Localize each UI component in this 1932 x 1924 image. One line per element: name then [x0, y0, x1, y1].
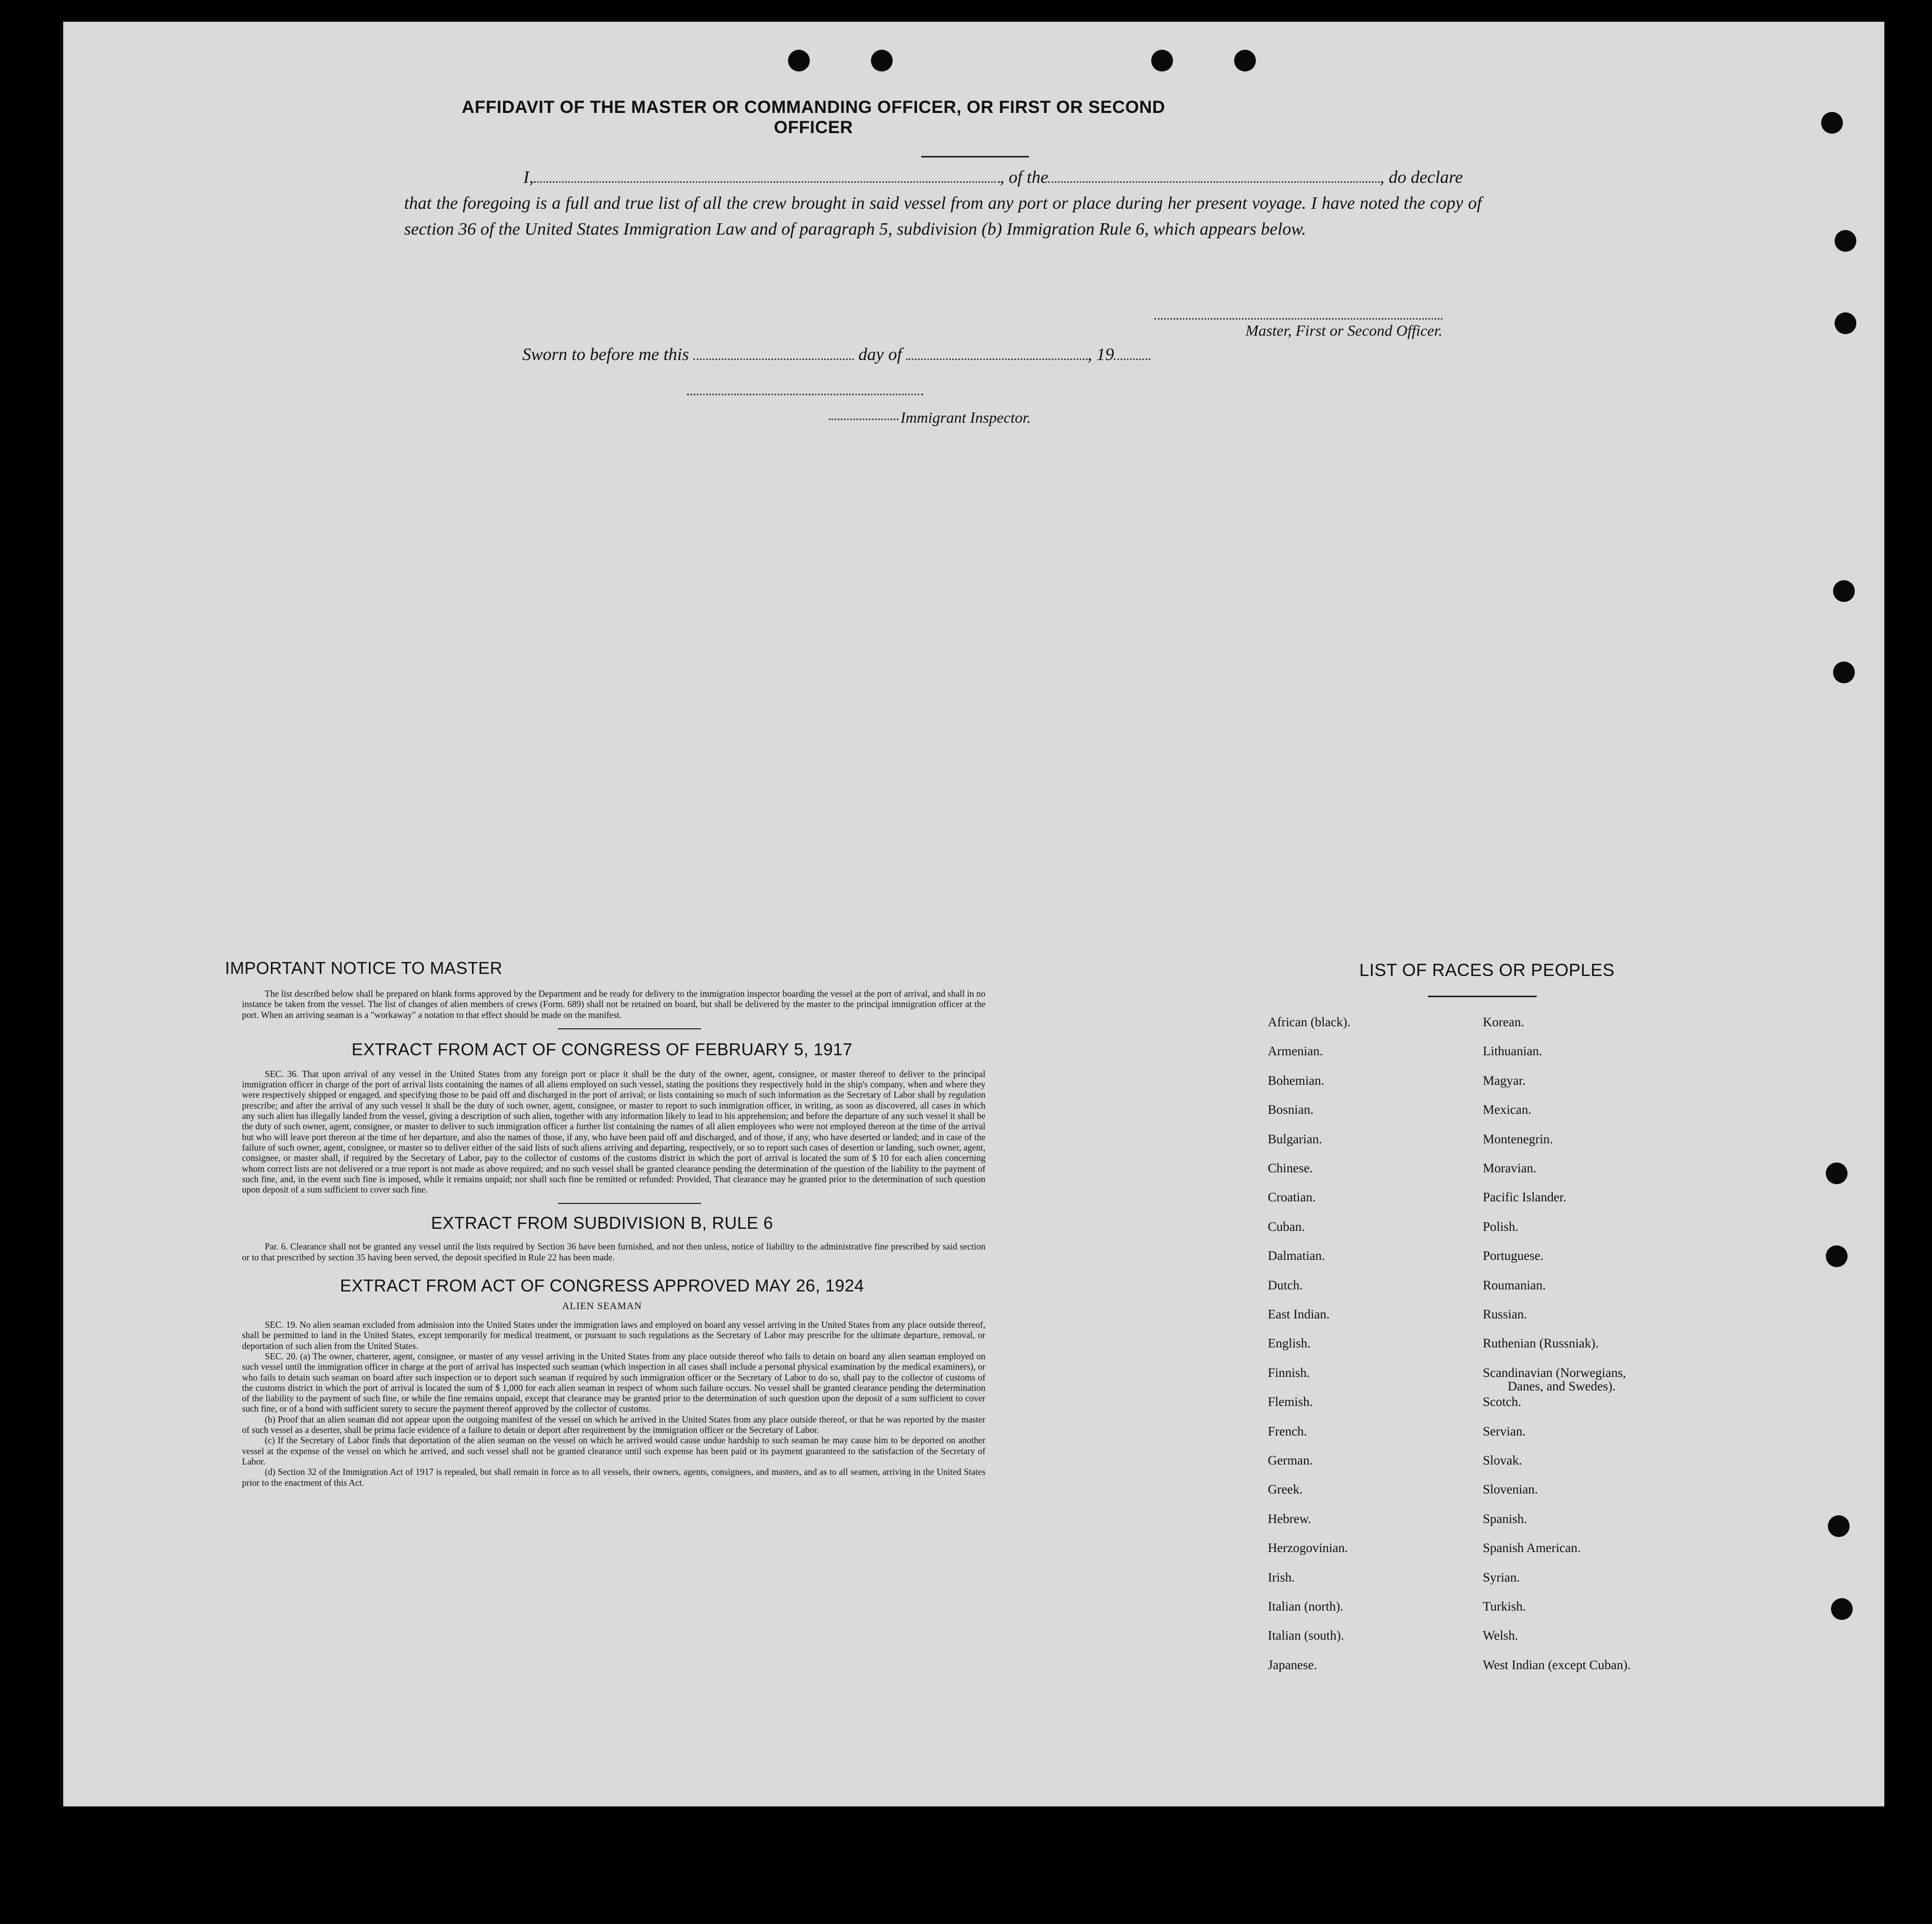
year-field[interactable]	[1114, 343, 1150, 360]
race-item: English.	[1268, 1337, 1311, 1351]
punch-hole	[1828, 1515, 1850, 1537]
race-item: Bulgarian.	[1268, 1132, 1322, 1146]
document-page	[63, 22, 1884, 1806]
punch-hole	[1151, 50, 1173, 71]
race-item: German.	[1268, 1454, 1313, 1468]
notice-title: IMPORTANT NOTICE TO MASTER	[225, 958, 503, 978]
sec20c-paragraph: (c) If the Secretary of Labor finds that deportation of the alien seaman on the vessel on which he arrived would cause undue hardship to such seaman he may cause him to be deported on another vessel at the expense of the vessel on which he arrived, and such vessel shall not be granted clearance until such expense has been paid or its payment guaranteed to the satisfaction of the Secretary of Labor.	[242, 1435, 985, 1467]
notice-column	[177, 958, 985, 1488]
race-item: Roumanian.	[1483, 1278, 1546, 1293]
race-item: Cuban.	[1268, 1219, 1305, 1234]
affidavit-title: AFFIDAVIT OF THE MASTER OR COMMANDING OFFICER, OR FIRST OR SECOND OFFICER	[462, 97, 1165, 137]
inspector-prefix-dots	[829, 418, 898, 420]
race-item: Dalmatian.	[1268, 1249, 1325, 1263]
month-field[interactable]	[906, 343, 1087, 360]
race-item: Italian (south).	[1268, 1629, 1344, 1643]
race-item: Armenian.	[1268, 1044, 1323, 1059]
race-item: Italian (north).	[1268, 1600, 1343, 1614]
race-item: Spanish.	[1483, 1512, 1527, 1526]
extract-1924-text	[242, 1319, 985, 1488]
race-item: Bohemian.	[1268, 1073, 1325, 1088]
race-item: Hebrew.	[1268, 1512, 1311, 1526]
race-item: Bosnian.	[1268, 1103, 1314, 1117]
race-item: Slovenian.	[1483, 1483, 1538, 1497]
race-item: Dutch.	[1268, 1278, 1303, 1293]
race-item: Ruthenian (Russniak).	[1483, 1337, 1599, 1351]
race-item: Greek.	[1268, 1483, 1303, 1497]
race-item: Russian.	[1483, 1308, 1527, 1322]
vessel-field[interactable]	[1048, 166, 1380, 183]
race-item: Finnish.	[1268, 1366, 1310, 1380]
affidavit-do-declare: , do declare	[1380, 168, 1463, 187]
extract-1917-title: EXTRACT FROM ACT OF CONGRESS OF FEBRUARY 5, 1917	[351, 1039, 853, 1059]
title-underline	[921, 156, 1029, 157]
race-item: Croatian.	[1268, 1190, 1316, 1205]
punch-hole	[1821, 112, 1843, 134]
sworn-line	[460, 343, 1150, 365]
sworn-prefix: Sworn to before me this	[522, 345, 689, 364]
sec20b-paragraph: (b) Proof that an alien seaman did not appear upon the outgoing manifest of the vessel on which he arrived in the United States from any place outside thereof, or that he was reported by the master of such vessel as a deserter, shall be prima facie evidence of a failure to detain or deport after requirement by the immigration officer or the Secretary of Labor.	[242, 1414, 985, 1435]
race-item: Chinese.	[1268, 1161, 1313, 1175]
race-item: East Indian.	[1268, 1308, 1330, 1322]
race-item: Slovak.	[1483, 1454, 1522, 1468]
sec19-paragraph: SEC. 19. No alien seaman excluded from admission into the United States under the immigration laws and employed on board any vessel arriving in the United States from any place outside thereof, shall be permitted to land in the United States, except temporarily for medical treatment, or pursuant to such regulations as the Secretary of Labor may prescribe for the ultimate departure, removal, or deportation of such alien from the United States.	[242, 1319, 985, 1351]
punch-hole	[1234, 50, 1256, 71]
race-item: Irish.	[1268, 1570, 1295, 1585]
extract-rule6-paragraph: Par. 6. Clearance shall not be granted any vessel until the lists required by Section 36 have been furnished, and not then unless, notice of liability to the administrative fine prescribed by said section or to that prescribed by section 35 having been served, the deposit specified in Rule 22 has been made.	[242, 1241, 985, 1262]
affidavit-i: I,	[523, 168, 534, 187]
extract-1917-text	[242, 1069, 985, 1195]
extract-1917-paragraph: SEC. 36. That upon arrival of any vessel in the United States from any foreign port or place it shall be the duty of the owner, agent, consignee, or master thereof to deliver to the principal immigration officer in charge of the port of arrival lists containing the names of all aliens employed on such vessel, stating the positions they respectively hold in the ship's company, when and where they were respectively shipped or engaged, and specifying those to be paid off and discharged in the port of arrival; or lists containing so much of such information as the Secretary of Labor shall by regulation prescribe; and after the arrival of any such vessel it shall be the duty of such owner, agent, consignee, or master to report to such immigration officer, in writing, as soon as discovered, all cases in which any such alien has illegally landed from the vessel, giving a description of such alien, together with any information likely to lead to his apprehension; and before the departure of any such vessel it shall be the duty of such owner, agent, consignee, or master to deliver to such immigration officer a further list containing the names of all alien employees who were not employed thereon at the time of the arrival but who will leave port thereon at the time of her departure, and also the names of those, if any, who have been paid off and discharged, and of those, if any, who have deserted or landed; and in case of the failure of such owner, agent, consignee, or master so to deliver either of the said lists of such aliens arriving and departing, respectively, or so to report such cases of desertion or landing, such owner, agent, consignee, or master shall, if required by the Secretary of Labor, pay to the collector of customs of the customs district in which the port of arrival is located the sum of $ 10 for each alien concerning whom correct lists are not delivered or a true report is not made as above required; and no such vessel shall be granted clearance pending the determination of the question of the liability to the payment of such fine, and, in the event such fine is imposed, while it remains unpaid; nor shall such fine be remitted or refunded: Provided, That clearance may be granted prior to the determination of such question upon deposit of a sum sufficient to cover such fine.	[242, 1068, 985, 1195]
race-item: Polish.	[1483, 1219, 1519, 1234]
race-item: Moravian.	[1483, 1161, 1537, 1175]
inspector-signature-line[interactable]	[687, 393, 923, 395]
notice-paragraph: The list described below shall be prepared on blank forms approved by the Department and be ready for delivery to the immigration inspector boarding the vessel at the port of arrival, and shall in no instance be taken from the vessel. The list of changes of alien members of crews (Form. 689) shall not be retained on board, but shall be delivered by the master to the principal immigration officer at the port. When an arriving seaman is a "workaway" a notation to that effect should be made on the manifest.	[242, 988, 985, 1020]
name-field[interactable]	[534, 166, 1000, 183]
race-item-continuation: Danes, and Swedes).	[1508, 1379, 1616, 1394]
master-label: Master, First or Second Officer.	[1246, 322, 1442, 339]
punch-hole	[1835, 312, 1856, 334]
race-item: Mexican.	[1483, 1103, 1532, 1117]
extract-rule6-title: EXTRACT FROM SUBDIVISION B, RULE 6	[431, 1213, 774, 1233]
race-item: Turkish.	[1483, 1600, 1526, 1614]
races-title: LIST OF RACES OR PEOPLES	[1359, 960, 1615, 980]
punch-hole	[1835, 230, 1856, 252]
race-item: Lithuanian.	[1483, 1044, 1542, 1059]
races-underline	[1428, 996, 1537, 997]
punch-hole	[1833, 662, 1855, 683]
race-item: Scandinavian (Norwegians,	[1483, 1366, 1626, 1380]
affidavit-body	[404, 165, 1482, 242]
sec20d-paragraph: (d) Section 32 of the Immigration Act of 1917 is repealed, but shall remain in force as to all vessels, their owners, agents, consignees, and masters, and as to all seamen, arriving in the United States prior to the enactment of this Act.	[242, 1467, 985, 1488]
race-item: Servian.	[1483, 1424, 1526, 1439]
inspector-label: Immigrant Inspector.	[900, 409, 1031, 426]
affidavit-statement: that the foregoing is a full and true list of all the crew brought in said vessel from any port or place during her present voyage. I have noted the copy of section 36 of the United States Immigration Law and of paragraph 5, subdivision (b) Immigration Rule 6, which appears below.	[404, 194, 1482, 239]
punch-hole	[871, 50, 893, 71]
affidavit-of-the: , of the	[999, 168, 1049, 187]
race-item: Spanish American.	[1483, 1541, 1581, 1556]
race-item: Herzogovinian.	[1268, 1541, 1348, 1556]
race-item: Welsh.	[1483, 1629, 1519, 1643]
day-of: day of	[858, 345, 902, 364]
race-item: Portuguese.	[1483, 1249, 1544, 1263]
punch-hole	[1833, 580, 1855, 602]
race-item: Korean.	[1483, 1015, 1524, 1029]
master-signature-line[interactable]	[1154, 317, 1442, 320]
alien-seaman-subtitle: ALIEN SEAMAN	[562, 1301, 642, 1312]
race-item: West Indian (except Cuban).	[1483, 1658, 1631, 1672]
punch-hole	[788, 50, 810, 71]
race-item: Flemish.	[1268, 1395, 1313, 1410]
race-item: Syrian.	[1483, 1570, 1520, 1585]
race-item: Scotch.	[1483, 1395, 1522, 1410]
race-item: African (black).	[1268, 1015, 1351, 1029]
punch-hole	[1826, 1162, 1848, 1184]
race-item: Montenegrin.	[1483, 1132, 1553, 1146]
sec20a-paragraph: SEC. 20. (a) The owner, charterer, agent, consignee, or master of any vessel arriving in the United States from any place outside thereof who fails to detain on board any alien seaman employed on such vessel until the immigration officer in charge at the port of arrival has inspected such seaman (which inspection in all cases shall include a personal physical examination by the medical examiners), or who fails to detain such seaman on board after such inspection or to deport such seaman if required by such immigration officer or the Secretary of Labor to do so, shall pay to the collector of customs of the customs district in which the port of arrival is located the sum of $ 1,000 for each alien seaman in respect of whom such failure occurs. No vessel shall be granted clearance pending the determination of the liability to the payment of such fine, or while the fine remains unpaid, except that clearance may be granted prior to the determination of such question upon the deposit of a sum sufficient to cover such fine, or of a bond with sufficient surety to secure the payment thereof approved by the collector of customs.	[242, 1351, 985, 1414]
divider	[558, 1203, 701, 1204]
race-item: Pacific Islander.	[1483, 1190, 1567, 1205]
punch-hole	[1831, 1598, 1853, 1620]
divider	[558, 1028, 701, 1029]
extract-1924-title: EXTRACT FROM ACT OF CONGRESS APPROVED MAY 26, 1924	[340, 1276, 864, 1296]
day-field[interactable]	[693, 343, 854, 360]
notice-text	[242, 988, 985, 1020]
extract-rule6-text	[242, 1241, 985, 1262]
race-item: Japanese.	[1268, 1658, 1318, 1672]
race-item: Magyar.	[1483, 1073, 1526, 1088]
race-item: French.	[1268, 1424, 1307, 1439]
year-prefix: , 19	[1087, 345, 1114, 364]
punch-hole	[1826, 1245, 1848, 1267]
